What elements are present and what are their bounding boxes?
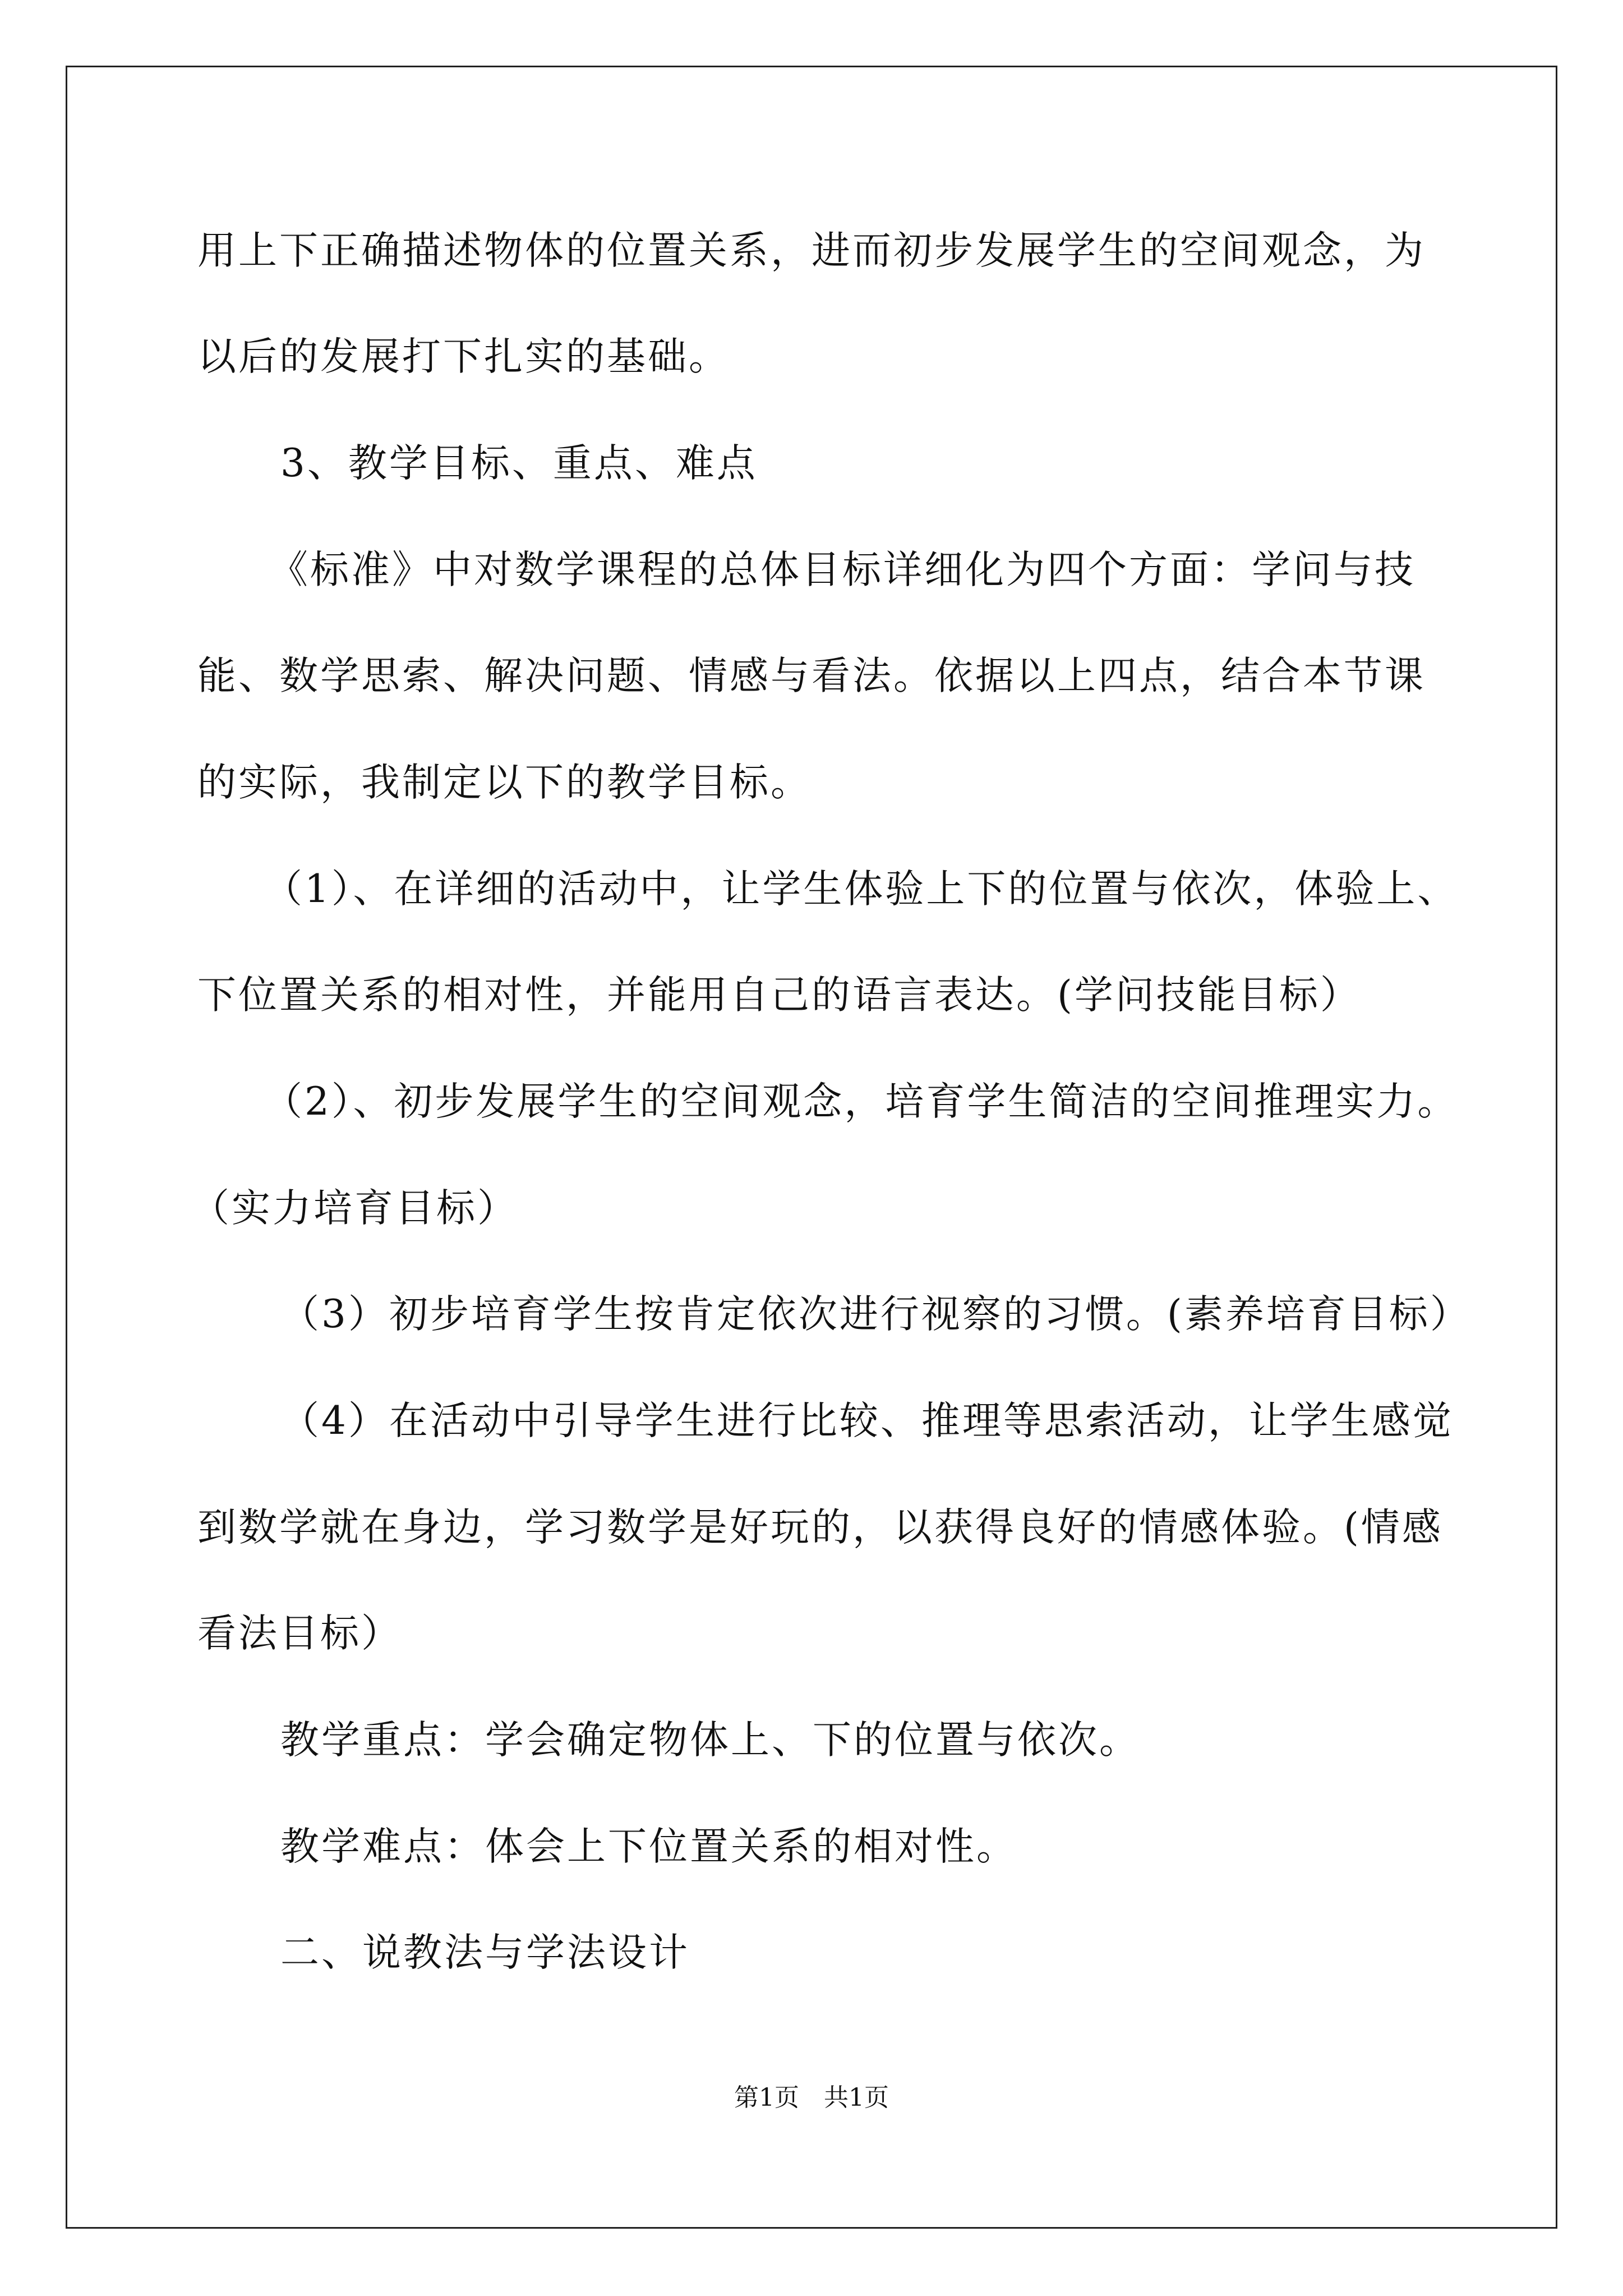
page-number-footer: 第1页 共1页 [734, 2083, 889, 2112]
text-line-5: 能、数学思索、解决问题、情感与看法。依据以上四点，结合本节课 [197, 654, 1426, 698]
text-line-9: （2）、初步发展学生的空间观念，培育学生简洁的空间推理实力。 [264, 1079, 1459, 1124]
text-line-7: （1）、在详细的活动中，让学生体验上下的位置与依次，体验上、 [264, 867, 1459, 912]
text-line-1: 用上下正确描述物体的位置关系，进而初步发展学生的空间观念，为 [197, 228, 1426, 273]
text-line-14: 看法目标） [197, 1611, 402, 1656]
section-heading-3: 3、教学目标、重点、难点 [280, 441, 758, 486]
text-line-11: （3）初步培育学生按肯定依次进行视察的习惯。(素养培育目标） [280, 1292, 1471, 1337]
page-border [66, 66, 1557, 2229]
text-line-15: 教学重点：学会确定物体上、下的位置与依次。 [280, 1718, 1140, 1763]
text-line-10: （实力培育目标） [191, 1186, 518, 1231]
text-line-16: 教学难点：体会上下位置关系的相对性。 [280, 1824, 1017, 1869]
text-line-6: 的实际，我制定以下的教学目标。 [197, 760, 811, 805]
section-heading-2: 二、说教法与学法设计 [280, 1930, 690, 1975]
text-line-2: 以后的发展打下扎实的基础。 [197, 334, 730, 379]
text-line-4: 《标准》中对数学课程的总体目标详细化为四个方面：学问与技 [269, 547, 1415, 592]
text-line-8: 下位置关系的相对性，并能用自己的语言表达。(学问技能目标） [197, 973, 1361, 1018]
text-line-13: 到数学就在身边，学习数学是好玩的，以获得良好的情感体验。(情感 [197, 1505, 1443, 1550]
text-line-12: （4）在活动中引导学生进行比较、推理等思索活动，让学生感觉 [280, 1398, 1454, 1443]
